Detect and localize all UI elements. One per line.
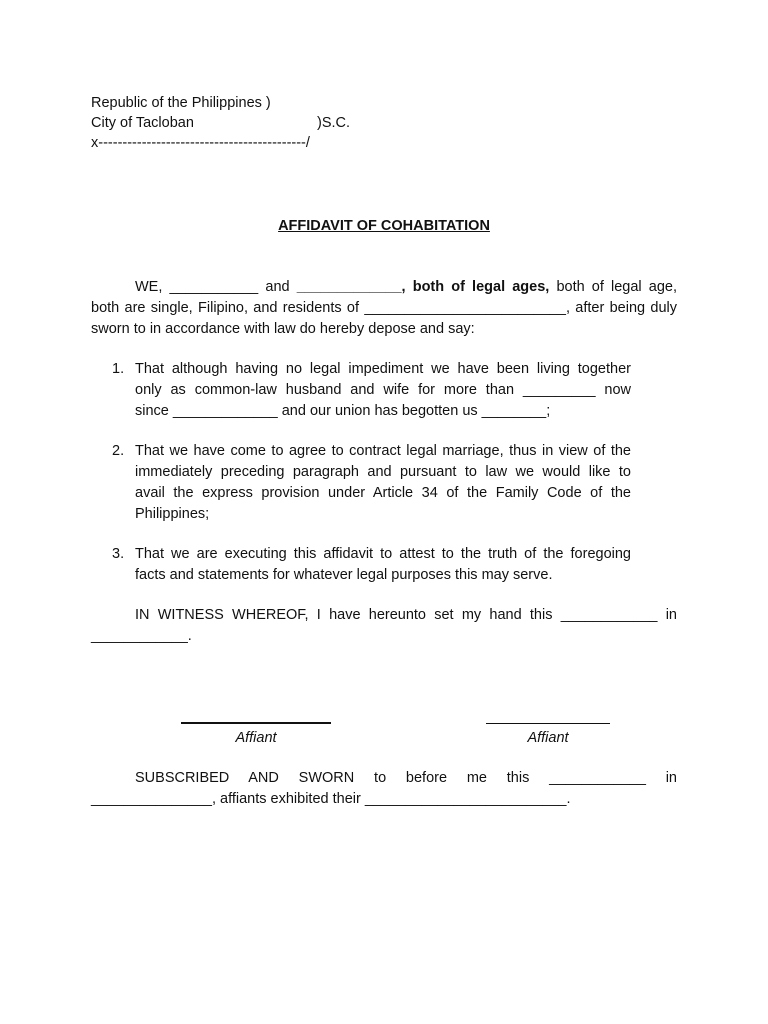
- intro-line-3: sworn to in accordance with law do hereby depose and say:: [91, 321, 475, 337]
- item-2-line-2: immediately preceding paragraph and pursuant to law we would like to: [135, 464, 631, 480]
- item-1-line-2: only as common-law husband and wife for more than _________ now: [135, 382, 631, 398]
- item-1-line-1: That although having no legal impediment we have been living together: [135, 361, 631, 377]
- intro-line-1: [135, 278, 677, 296]
- document-title: AFFIDAVIT OF COHABITATION: [278, 218, 490, 234]
- item-3-number: 3.: [112, 546, 125, 562]
- item-1-number: 1.: [112, 361, 125, 377]
- intro-and: and: [258, 279, 297, 295]
- item-2-line-3: avail the express provision under Article 34 of the Family Code of the: [135, 485, 631, 501]
- intro-blank-1: ___________: [169, 279, 259, 295]
- item-2-number: 2.: [112, 443, 125, 459]
- item-3-line-1: That we are executing this affidavit to attest to the truth of the foregoing: [135, 546, 631, 562]
- subscribed-line-2: _______________, affiants exhibited their _________________________.: [91, 791, 571, 807]
- affiant-label-left: Affiant: [235, 730, 277, 746]
- witness-line-1: IN WITNESS WHEREOF, I have hereunto set my hand this ____________ in: [135, 607, 677, 623]
- signature-line-left: [181, 722, 331, 724]
- caption-divider: x-------------------------------------------/: [91, 135, 310, 151]
- item-3-line-2: facts and statements for whatever legal purposes this may serve.: [135, 567, 553, 583]
- intro-rest: both of legal age,: [549, 279, 678, 295]
- witness-line-2: ____________.: [91, 628, 192, 644]
- item-2-line-4: Philippines;: [135, 506, 210, 522]
- caption-sc: )S.C.: [317, 115, 351, 131]
- signature-line-right: [486, 723, 610, 724]
- intro-line-2: both are single, Filipino, and residents of _________________________, after being duly: [91, 300, 677, 316]
- subscribed-line-1: SUBSCRIBED AND SWORN to before me this ____________ in: [135, 770, 677, 786]
- caption-republic: Republic of the Philippines ): [91, 95, 271, 111]
- caption-city: City of Tacloban: [91, 115, 194, 131]
- item-2-line-1: That we have come to agree to contract legal marriage, thus in view of the: [135, 443, 631, 459]
- intro-blank-2: _____________, both of legal ages,: [296, 279, 550, 295]
- affiant-label-right: Affiant: [527, 730, 569, 746]
- item-1-line-3: since _____________ and our union has begotten us ________;: [135, 403, 551, 419]
- intro-we: WE,: [135, 279, 170, 295]
